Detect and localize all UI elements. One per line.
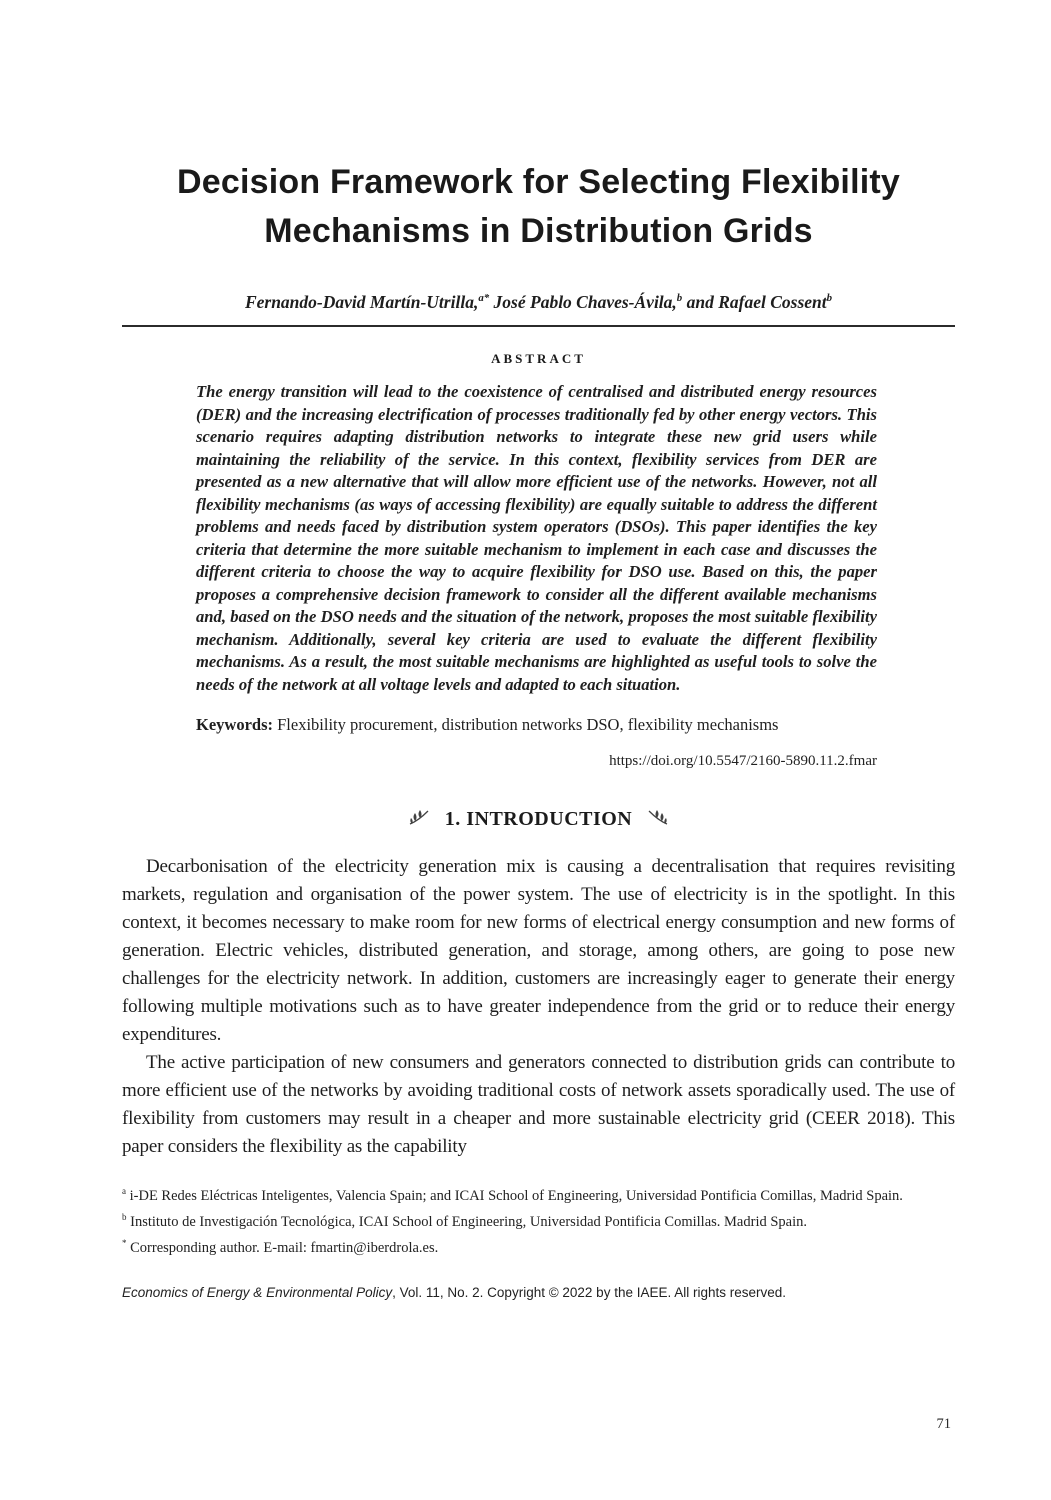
author-1-affiliation-mark: a* — [478, 292, 490, 305]
footnote-star-marker: * — [122, 1237, 127, 1248]
author-1: Fernando-David Martín-Utrilla, — [244, 292, 479, 312]
keywords-text: Flexibility procurement, distribution networks DSO, flexibility mechanisms — [273, 714, 779, 734]
fleuron-left-icon — [409, 808, 429, 831]
footnote-star-text: Corresponding author. E-mail: fmartin@iberdrola.es. — [126, 1239, 439, 1256]
footnote-a-marker: a — [122, 1186, 126, 1197]
journal-footer — [122, 1285, 955, 1300]
footnote-b-text: Instituto de Investigación Tecnológica, ICAI School of Engineering, Universidad Pontificia Comillas. Madrid Spain. — [126, 1213, 807, 1230]
abstract-heading: ABSTRACT — [491, 351, 586, 366]
footnote-b-marker: b — [122, 1211, 127, 1222]
title-divider-rule — [122, 325, 955, 327]
author-2: José Pablo Chaves-Ávila, — [489, 292, 677, 312]
section-heading-text: 1. INTRODUCTION — [444, 808, 633, 831]
author-3: and Rafael Cossent — [682, 292, 827, 312]
paper-title-line2: Mechanisms in Distribution Grids — [264, 212, 813, 250]
intro-paragraph-1: Decarbonisation of the electricity generation mix is causing a decentralisation that requires revisiting markets, regulation and organisation of the power system. The use of electricity is in the spotlight. In this context, it becomes necessary to make room for new forms of electrical energy consumption and new forms of generation. Electric vehicles, distributed generation, and storage, among others, are going to pose new challenges for the electricity network. In addition, customers are increasingly eager to generate their energy following multiple motivations such as to have greater independence from the grid or to reduce their energy expenditures. — [122, 856, 955, 1046]
journal-name: Economics of Energy & Environmental Policy — [122, 1284, 393, 1300]
abstract-text: The energy transition will lead to the coexistence of centralised and distributed energy resources (DER) and the increasing electrification of processes traditionally fed by other energy vectors. This scenario requires adapting distribution networks to integrate these new grid users while maintaining the reliability of the service. In this context, flexibility services from DER are presented as a new alternative that will allow more efficient use of the networks. However, not all flexibility mechanisms (as ways of accessing flexibility) are equally suitable to address the different problems and needs faced by distribution system operators (DSOs). This paper identifies the key criteria that determine the more suitable mechanism to implement in each case and discusses the different criteria to choose the way to acquire flexibility for DSO use. Based on this, the paper proposes a comprehensive decision framework to consider all the different available mechanisms and, based on the DSO needs and the situation of the network, proposes the most suitable flexibility mechanism. Additionally, several key criteria are used to evaluate the different flexibility mechanisms. As a result, the most suitable mechanisms are highlighted as useful tools to solve the needs of the network at all voltage levels and adapted to each situation. — [196, 382, 877, 694]
intro-paragraph-2: The active participation of new consumers and generators connected to distribution grids can contribute to more efficient use of the networks by avoiding traditional costs of network assets sporadically used. The use of flexibility from customers may result in a cheaper and more sustainable electricity grid (CEER 2018). This paper considers the flexibility as the capability — [122, 1052, 955, 1158]
keywords-line — [196, 713, 877, 737]
doi-text: https://doi.org/10.5547/2160-5890.11.2.fmar — [609, 753, 877, 770]
fleuron-right-icon — [648, 808, 668, 831]
paper-title-line1: Decision Framework for Selecting Flexibility — [177, 163, 900, 201]
footnote-corresponding-author — [122, 1233, 955, 1259]
page-number: 71 — [936, 1416, 951, 1432]
authors-line — [122, 292, 955, 313]
author-3-affiliation-mark: b — [826, 292, 833, 305]
keywords-label: Keywords: — [196, 714, 273, 734]
author-2-affiliation-mark: b — [676, 292, 683, 305]
section-heading-introduction — [122, 808, 955, 831]
footnotes-block — [122, 1181, 955, 1258]
journal-footer-rest: , Vol. 11, No. 2. Copyright © 2022 by the IAEE. All rights reserved. — [392, 1284, 787, 1300]
footnote-a-text: i-DE Redes Eléctricas Inteligentes, Valencia Spain; and ICAI School of Engineering, Universidad Pontificia Comillas, Madrid Spain. — [126, 1187, 903, 1204]
footnote-affiliation-a — [122, 1181, 955, 1207]
paper-title — [122, 158, 955, 256]
footnote-affiliation-b — [122, 1207, 955, 1233]
